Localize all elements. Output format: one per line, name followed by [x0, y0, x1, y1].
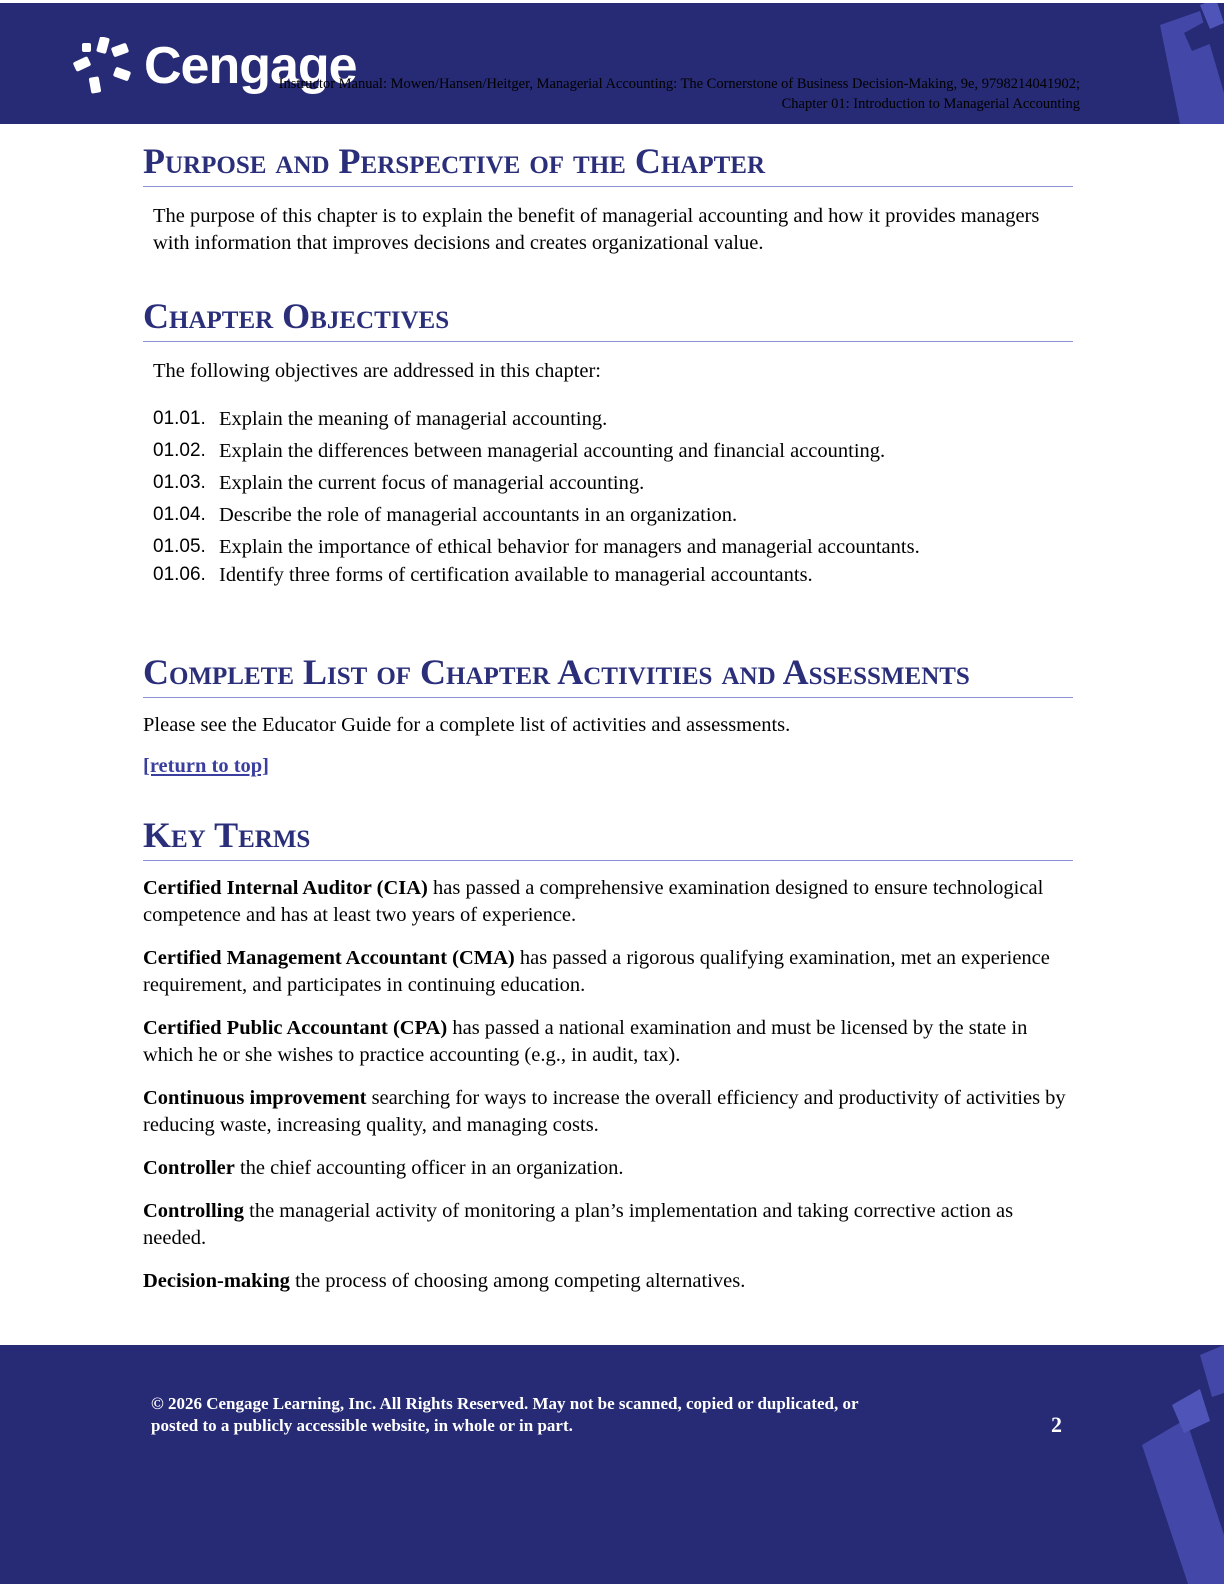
- key-term-item: [143, 1085, 1073, 1139]
- key-term-definition: the managerial activity of monitoring a plan’s implementation and taking corrective action as needed.: [143, 1200, 1014, 1249]
- running-header-line2: Chapter 01: Introduction to Managerial Accounting: [781, 96, 1080, 112]
- objective-number: 01.01.: [153, 408, 206, 429]
- key-terms-heading: Key Terms: [143, 814, 1073, 861]
- objective-text: Describe the role of managerial accountants in an organization.: [219, 504, 738, 526]
- key-terms-list: [143, 875, 1073, 1295]
- objectives-intro: The following objectives are addressed in this chapter:: [153, 360, 602, 382]
- objective-item: [153, 535, 1073, 563]
- objective-item: [153, 563, 1073, 591]
- header-decoration-shape: [1140, 3, 1224, 124]
- purpose-heading: Purpose and Perspective of the Chapter: [143, 140, 1073, 187]
- key-term-name: Certified Public Accountant (CPA): [143, 1017, 448, 1039]
- key-term-item: [143, 1268, 1073, 1295]
- key-term-item: [143, 875, 1073, 929]
- objective-number: 01.02.: [153, 440, 206, 461]
- page-header: [0, 3, 1224, 124]
- running-header: [279, 74, 1080, 114]
- key-term-name: Certified Internal Auditor (CIA): [143, 877, 428, 899]
- key-term-name: Continuous improvement: [143, 1087, 367, 1109]
- copyright-line1: © 2026 Cengage Learning, Inc. All Rights Reserved. May not be scanned, copied or duplicated, or: [151, 1394, 859, 1413]
- key-term-item: [143, 945, 1073, 999]
- objective-item: [153, 503, 1073, 535]
- objective-item: [153, 471, 1073, 503]
- key-term-definition: the chief accounting officer in an organization.: [234, 1157, 624, 1179]
- objective-number: 01.04.: [153, 504, 206, 525]
- key-term-definition: has passed a rigorous qualifying examination, met an experience requirement, and participates in continuing education.: [143, 947, 1050, 996]
- page-footer: [0, 1345, 1224, 1584]
- objective-text: Explain the differences between managerial accounting and financial accounting.: [219, 440, 886, 462]
- objective-text: Explain the current focus of managerial accounting.: [219, 472, 645, 494]
- copyright-notice: [151, 1393, 859, 1437]
- objective-number: 01.03.: [153, 472, 206, 493]
- key-term-definition: the process of choosing among competing alternatives.: [289, 1270, 746, 1292]
- activities-heading: Complete List of Chapter Activities and Assessments: [143, 651, 1073, 698]
- key-term-definition: has passed a national examination and must be licensed by the state in which he or she wishes to practice accounting (e.g., in audit, tax).: [143, 1017, 1028, 1066]
- cengage-mark-icon: [72, 37, 134, 95]
- objective-text: Identify three forms of certification available to managerial accountants.: [219, 564, 813, 586]
- purpose-text: The purpose of this chapter is to explain the benefit of managerial accounting and how it provides managers with information that improves decisions and creates organizational value.: [153, 205, 1040, 254]
- objective-number: 01.06.: [153, 564, 206, 585]
- page-number: 2: [1051, 1412, 1062, 1437]
- objective-item: [153, 439, 1073, 471]
- return-to-top-link[interactable]: [return to top]: [143, 755, 270, 777]
- key-term-name: Decision-making: [143, 1270, 290, 1292]
- key-term-name: Controller: [143, 1157, 235, 1179]
- key-term-name: Controlling: [143, 1200, 244, 1222]
- activities-text: Please see the Educator Guide for a complete list of activities and assessments.: [143, 714, 791, 736]
- key-term-item: [143, 1015, 1073, 1069]
- key-term-item: [143, 1198, 1073, 1252]
- objectives-list: [143, 407, 1073, 591]
- key-term-item: [143, 1155, 1073, 1182]
- objective-number: 01.05.: [153, 536, 206, 557]
- page-content: [143, 140, 1073, 1311]
- key-term-definition: has passed a comprehensive examination designed to ensure technological competence and has at least two years of experience.: [143, 877, 1044, 926]
- objectives-heading: Chapter Objectives: [143, 295, 1073, 342]
- objective-text: Explain the importance of ethical behavior for managers and managerial accountants.: [219, 536, 920, 558]
- footer-decoration-shape: [1130, 1345, 1224, 1584]
- objective-text: Explain the meaning of managerial accounting.: [219, 408, 608, 430]
- key-term-name: Certified Management Accountant (CMA): [143, 947, 515, 969]
- key-term-definition: searching for ways to increase the overall efficiency and productivity of activities by reducing waste, increasing quality, and managing costs.: [143, 1087, 1066, 1136]
- objective-item: [153, 407, 1073, 439]
- copyright-line2: posted to a publicly accessible website, in whole or in part.: [151, 1416, 573, 1435]
- running-header-line1: Instructor Manual: Mowen/Hansen/Heitger, Managerial Accounting: The Cornerstone of Business Decision-Making, 9e, 9798214041902;: [278, 76, 1080, 92]
- brand-name: Cengage: [144, 37, 357, 95]
